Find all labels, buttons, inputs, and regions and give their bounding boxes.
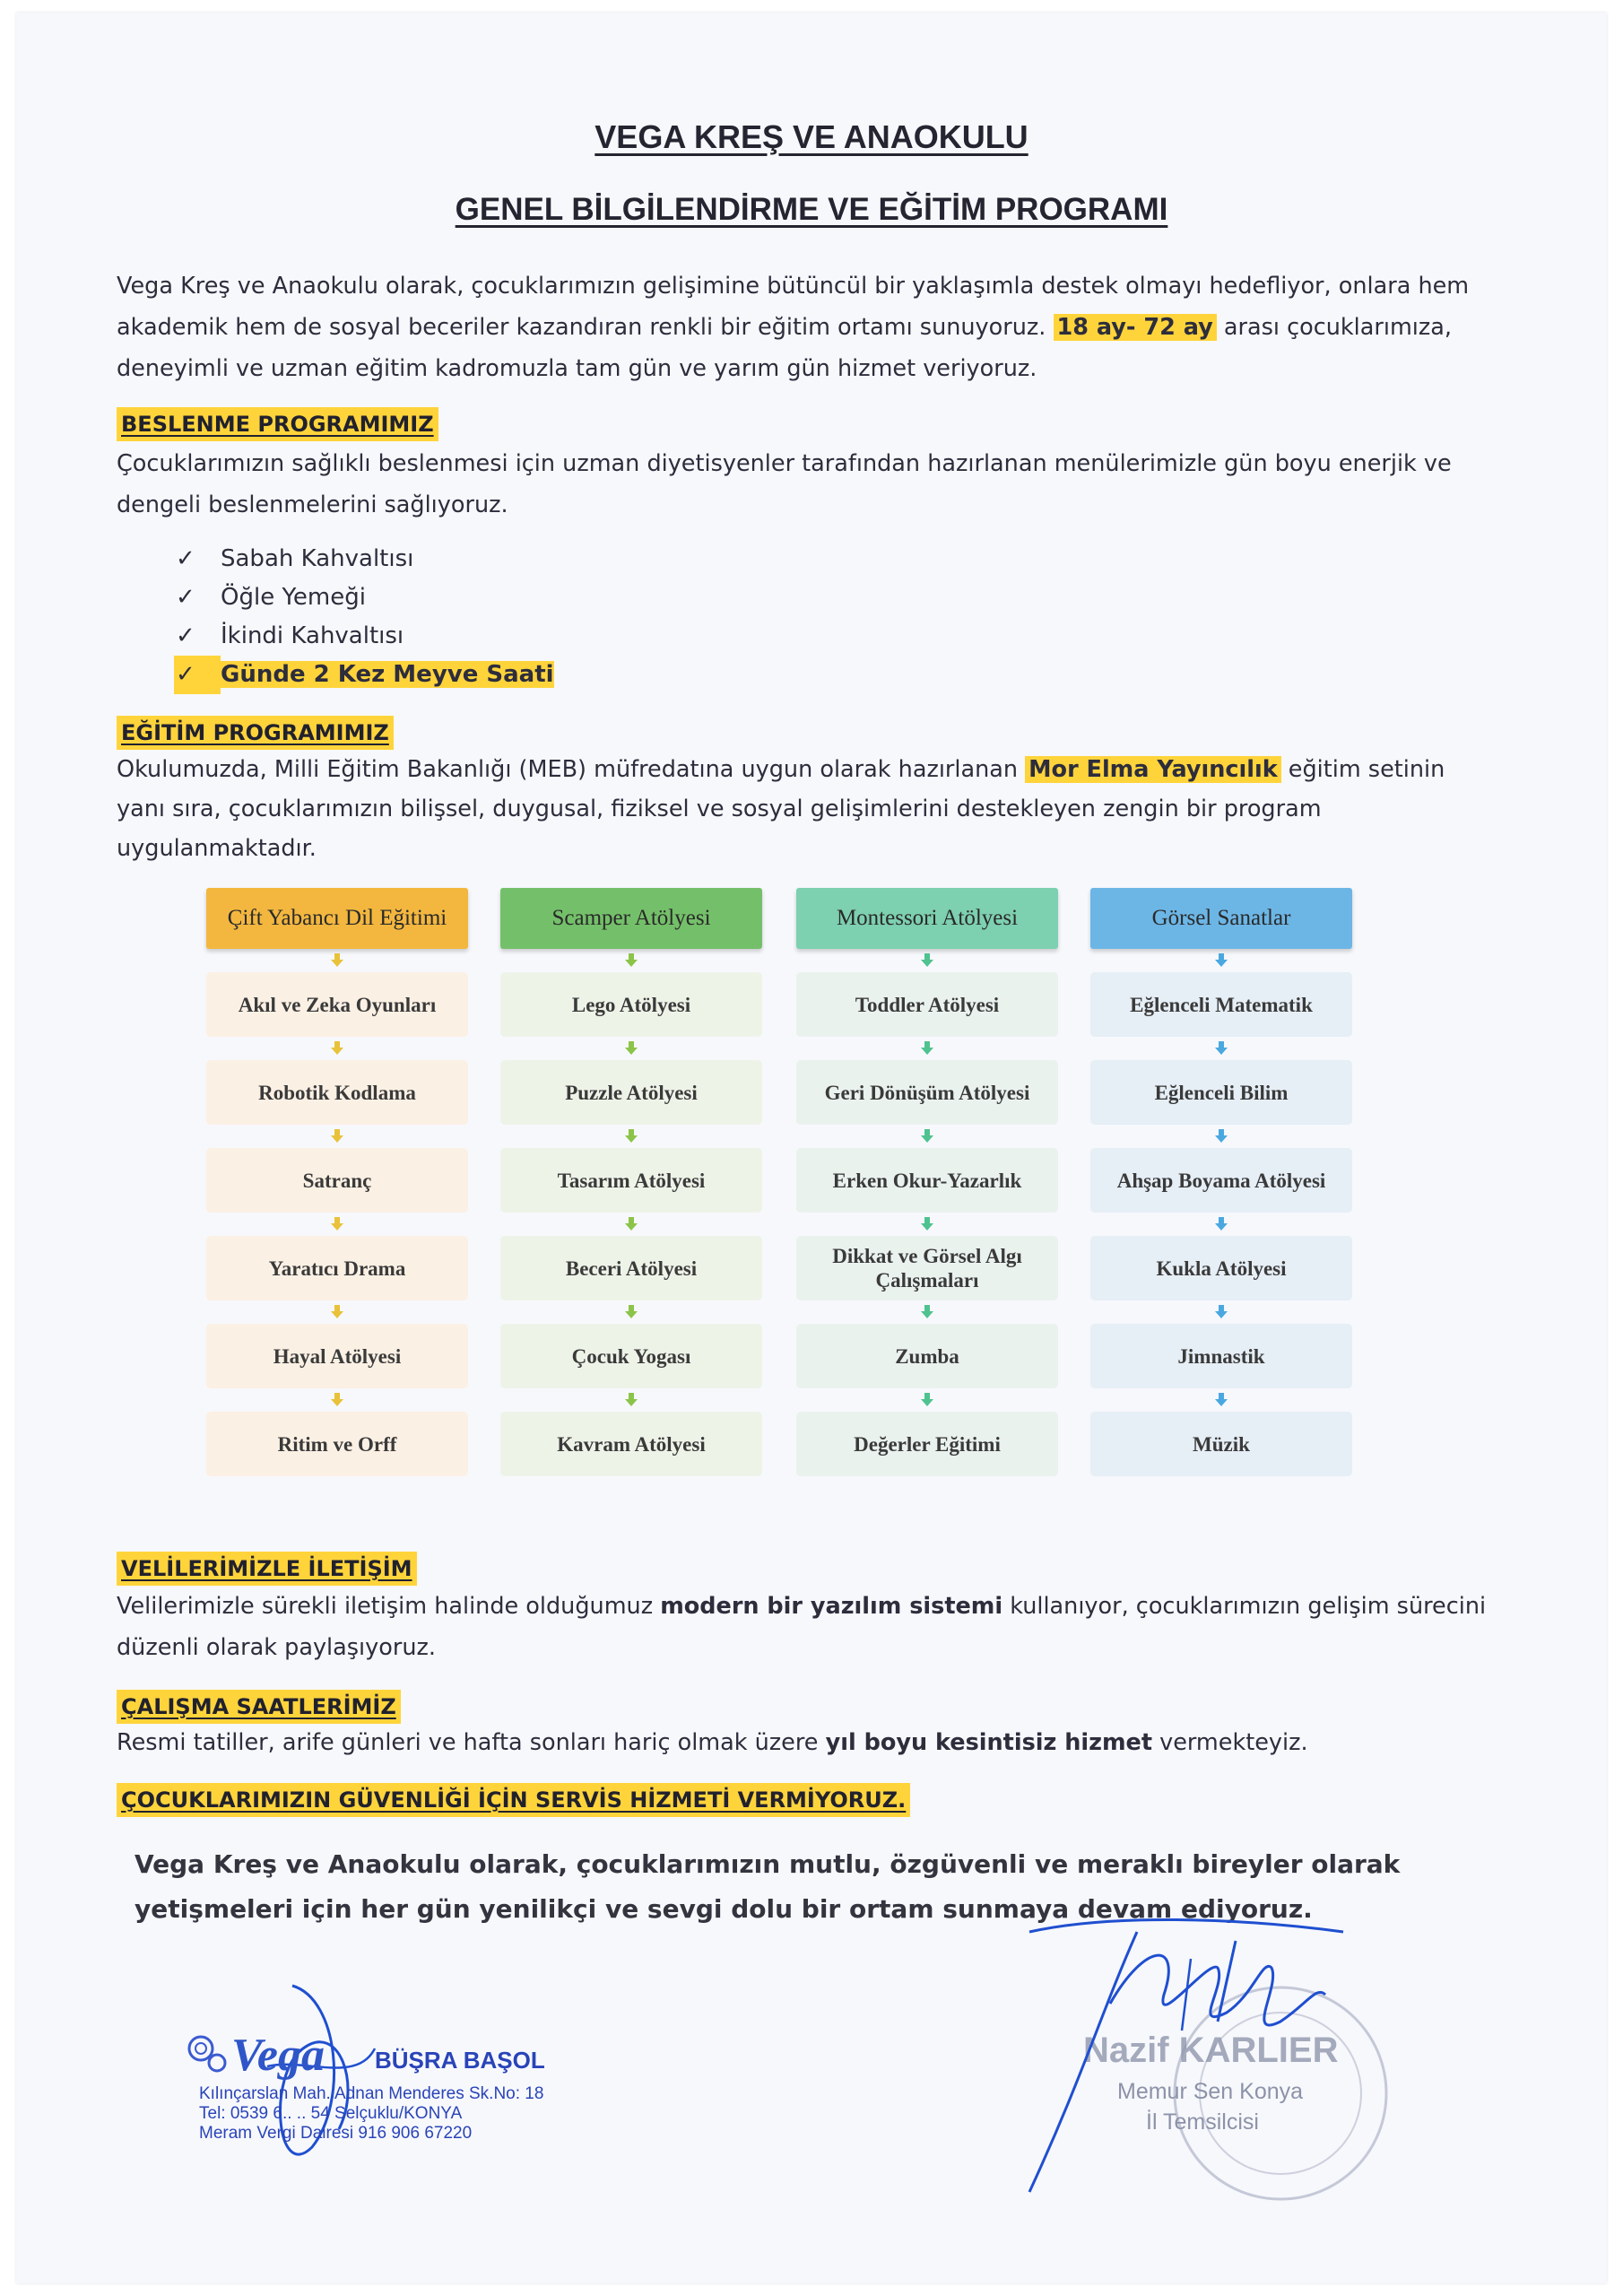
hours-bold: yıl boyu kesintisiz hizmet xyxy=(825,1729,1153,1756)
program-item: Ritim ve Orff xyxy=(206,1412,468,1476)
stamp-tax-office: Meram Vergi Dairesi 916 906 67220 xyxy=(199,2124,473,2143)
intro-text-2: arası çocuklarımıza, deneyimli ve uzman eğitim kadromuzla tam gün ve yarım gün hizmet veriyoruz. xyxy=(117,314,1452,382)
stamp-logo-text: Vega xyxy=(231,2030,325,2081)
publisher-highlight: Mor Elma Yayıncılık xyxy=(1025,756,1281,783)
intro-text-1: Vega Kreş ve Anaokulu olarak, çocuklarımızın gelişimine bütüncül bir yaklaşımla destek olmayı hedefliyor, onlara hem akademik hem de sosyal beceriler kazandıran renkli bir eğitim ortamı sunuyoruz. xyxy=(117,273,1470,341)
down-arrow-icon xyxy=(796,1388,1058,1412)
school-stamp xyxy=(169,1950,581,2156)
checklist-item: ✓ İkindi Kahvaltısı xyxy=(176,617,624,656)
program-item: Değerler Eğitimi xyxy=(796,1412,1058,1476)
communication-paragraph xyxy=(117,1586,1497,1668)
program-column-header: Montessori Atölyesi xyxy=(796,888,1058,949)
down-arrow-icon xyxy=(1090,949,1352,972)
stamp-phone: Tel: 0539 6.. .. 54 Selçuklu/KONYA xyxy=(199,2104,463,2123)
document-title: GENEL BİLGİLENDİRME VE EĞİTİM PROGRAMI xyxy=(455,192,1168,227)
stamp-rep-title: İl Temsilcisi xyxy=(1146,2109,1259,2135)
document-page xyxy=(16,13,1607,2283)
checklist-item: ✓ Öğle Yemeği xyxy=(176,578,624,617)
program-item: Çocuk Yogası xyxy=(500,1324,762,1388)
down-arrow-icon xyxy=(796,1037,1058,1060)
check-icon: ✓ xyxy=(176,622,195,649)
checklist-item-highlighted: ✓ Günde 2 Kez Meyve Saati xyxy=(176,656,624,694)
down-arrow-icon xyxy=(500,1037,762,1060)
program-item: Erken Okur-Yazarlık xyxy=(796,1148,1058,1213)
program-item: Eğlenceli Bilim xyxy=(1090,1060,1352,1125)
down-arrow-icon xyxy=(1090,1213,1352,1236)
program-item: Beceri Atölyesi xyxy=(500,1236,762,1300)
down-arrow-icon xyxy=(500,949,762,972)
stamp-address: Kılınçarslan Mah. Adnan Menderes Sk.No: 18 xyxy=(199,2084,544,2103)
stamp-rep-name: Nazif KARLIER xyxy=(1083,2031,1339,2070)
program-item: Akıl ve Zeka Oyunları xyxy=(206,972,468,1037)
program-item: Tasarım Atölyesi xyxy=(500,1148,762,1213)
program-item: Puzzle Atölyesi xyxy=(500,1060,762,1125)
stamp-owner-name: BÜŞRA BAŞOL xyxy=(375,2047,545,2074)
program-item: Müzik xyxy=(1090,1412,1352,1476)
down-arrow-icon xyxy=(796,949,1058,972)
closing-statement: Vega Kreş ve Anaokulu olarak, çocuklarımızın mutlu, özgüvenli ve meraklı bireyler olarak yetişmeleri için her gün yenilikçi ve sevgi dolu bir ortam sunmaya devam ediyoruz. xyxy=(135,1849,1401,1924)
down-arrow-icon xyxy=(500,1125,762,1148)
age-range-highlight: 18 ay- 72 ay xyxy=(1054,314,1217,341)
down-arrow-icon xyxy=(206,1388,468,1412)
program-column-header: Çift Yabancı Dil Eğitimi xyxy=(206,888,468,949)
down-arrow-icon xyxy=(500,1213,762,1236)
down-arrow-icon xyxy=(796,1125,1058,1148)
program-item: Lego Atölyesi xyxy=(500,972,762,1037)
no-service-notice: ÇOCUKLARIMIZIN GÜVENLİĞİ İÇİN SERVİS HİZMETİ VERMİYORUZ. xyxy=(117,1783,910,1817)
nutrition-text: Çocuklarımızın sağlıklı beslenmesi için uzman diyetisyenler tarafından hazırlanan menülerimizle gün boyu enerjik ve dengeli beslenmelerini sağlıyoruz. xyxy=(117,450,1452,518)
school-name: VEGA KREŞ VE ANAOKULU xyxy=(595,118,1028,155)
nutrition-heading: BESLENME PROGRAMIMIZ xyxy=(117,407,438,441)
down-arrow-icon xyxy=(206,1213,468,1236)
check-icon: ✓ xyxy=(176,584,195,611)
program-item: Ahşap Boyama Atölyesi xyxy=(1090,1148,1352,1213)
communication-text-1: Velilerimizle sürekli iletişim halinde olduğumuz xyxy=(117,1593,661,1620)
program-item: Zumba xyxy=(796,1324,1058,1388)
education-text-1: Okulumuzda, Milli Eğitim Bakanlığı (MEB) müfredatına uygun olarak hazırlanan xyxy=(117,756,1026,783)
check-icon: ✓ xyxy=(176,545,195,572)
hours-text-2: vermekteyiz. xyxy=(1152,1729,1308,1756)
down-arrow-icon xyxy=(500,1388,762,1412)
program-item: Hayal Atölyesi xyxy=(206,1324,468,1388)
education-paragraph xyxy=(117,750,1497,868)
hours-paragraph xyxy=(117,1722,1497,1763)
program-item: Toddler Atölyesi xyxy=(796,972,1058,1037)
program-column xyxy=(1090,888,1352,1476)
intro-paragraph xyxy=(117,265,1497,389)
checklist-item: ✓ Sabah Kahvaltısı xyxy=(176,540,624,578)
down-arrow-icon xyxy=(500,1300,762,1324)
program-item: Satranç xyxy=(206,1148,468,1213)
down-arrow-icon xyxy=(796,1300,1058,1324)
program-columns xyxy=(16,888,1607,1498)
communication-bold: modern bir yazılım sistemi xyxy=(660,1593,1003,1620)
signature-icon xyxy=(1002,1905,1433,2210)
program-column xyxy=(796,888,1058,1476)
down-arrow-icon xyxy=(1090,1125,1352,1148)
education-text-2: eğitim setinin yanı sıra, çocuklarımızın bilişsel, duygusal, fiziksel ve sosyal gelişimlerini destekleyen zengin bir program uygulanmaktadır. xyxy=(117,756,1445,862)
representative-stamp xyxy=(1002,1905,1433,2210)
down-arrow-icon xyxy=(1090,1300,1352,1324)
program-item: Kavram Atölyesi xyxy=(500,1412,762,1476)
down-arrow-icon xyxy=(1090,1037,1352,1060)
program-item: Yaratıcı Drama xyxy=(206,1236,468,1300)
program-item: Geri Dönüşüm Atölyesi xyxy=(796,1060,1058,1125)
check-icon: ✓ xyxy=(174,656,221,694)
down-arrow-icon xyxy=(206,949,468,972)
down-arrow-icon xyxy=(206,1300,468,1324)
stamp-rep-org: Memur Sen Konya xyxy=(1117,2079,1304,2104)
down-arrow-icon xyxy=(1090,1388,1352,1412)
down-arrow-icon xyxy=(796,1213,1058,1236)
nutrition-checklist xyxy=(176,540,624,694)
program-item: Robotik Kodlama xyxy=(206,1060,468,1125)
communication-text-2: kullanıyor, çocuklarımızın gelişim sürecini düzenli olarak paylaşıyoruz. xyxy=(117,1593,1487,1661)
program-column xyxy=(500,888,762,1476)
program-column-header: Görsel Sanatlar xyxy=(1090,888,1352,949)
program-column-header: Scamper Atölyesi xyxy=(500,888,762,949)
communication-heading: VELİLERİMİZLE İLETİŞİM xyxy=(117,1552,417,1586)
program-item: Jimnastik xyxy=(1090,1324,1352,1388)
down-arrow-icon xyxy=(206,1037,468,1060)
program-item: Kukla Atölyesi xyxy=(1090,1236,1352,1300)
down-arrow-icon xyxy=(206,1125,468,1148)
hours-text-1: Resmi tatiller, arife günleri ve hafta sonları hariç olmak üzere xyxy=(117,1729,826,1756)
program-column xyxy=(206,888,468,1476)
program-item: Eğlenceli Matematik xyxy=(1090,972,1352,1037)
program-item: Dikkat ve Görsel Algı Çalışmaları xyxy=(796,1236,1058,1300)
hours-heading: ÇALIŞMA SAATLERİMİZ xyxy=(117,1690,401,1724)
education-heading: EĞİTİM PROGRAMIMIZ xyxy=(117,716,394,750)
